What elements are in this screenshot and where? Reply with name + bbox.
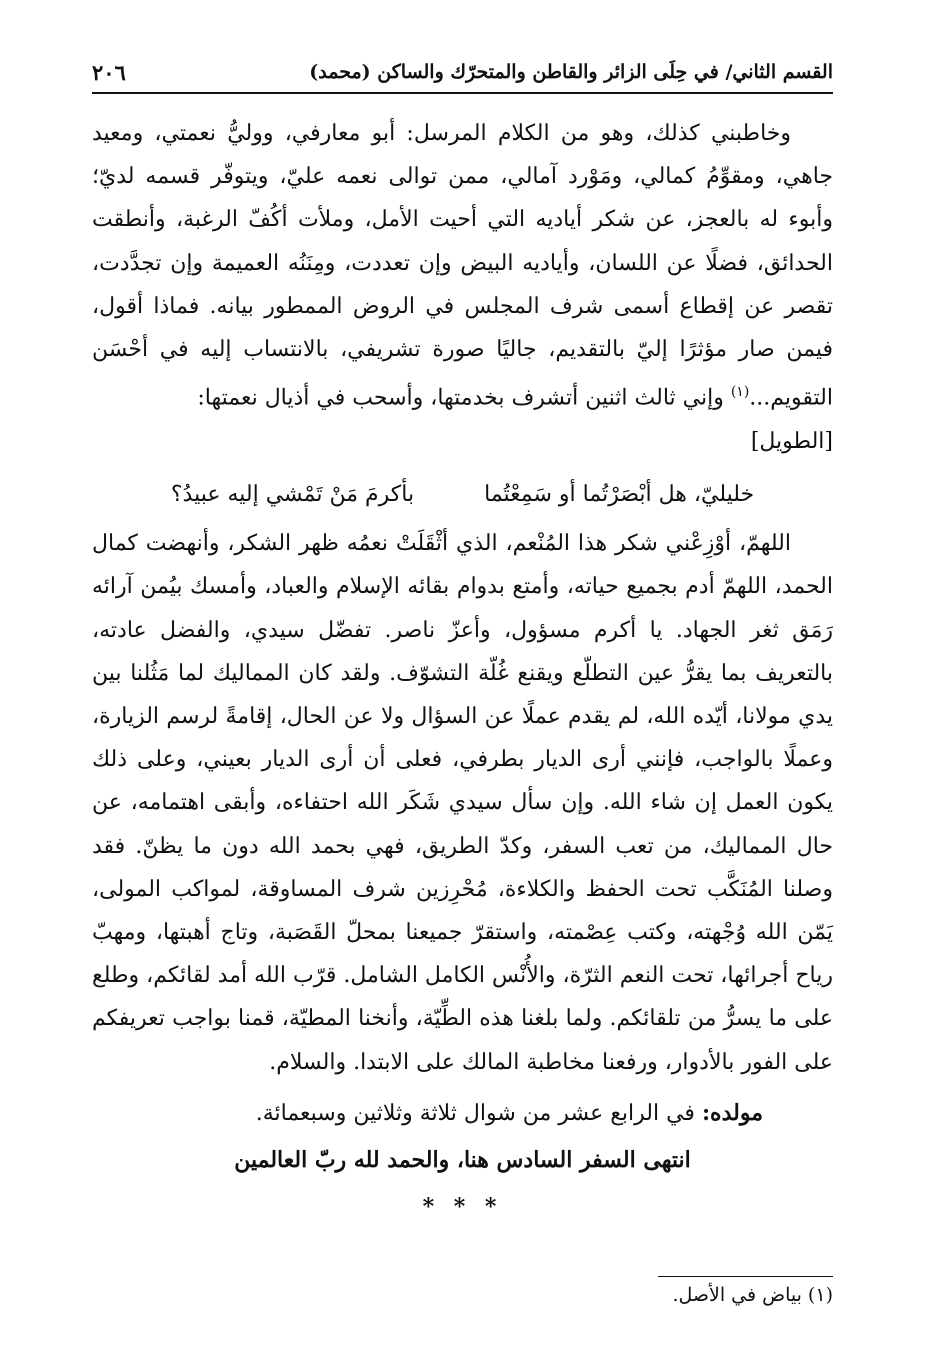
paragraph-1-text: وخاطبني كذلك، وهو من الكلام المرسل: أبو معارفي، ووليُّ نعمتي، ومعيد جاهي، ومقوِّمُ كمالي، ومَوْرد آمالي، ممن توالى نعمه عليّ، ويتوفّر قسمه لديّ؛ وأبوء له بالعجز، عن شكر أياديه التي أحيت الأمل، وملأت أكُفّ الرغبة، وأنطقت الحدائق، فضلًا عن اللسان، وأياديه البيض وإن تعددت، ومِنَنُه العميمة وإن تجدَّدت، تقصر عن إقطاع أسمى شرف المجلس في الروض الممطور بيانه. فماذا أقول، فيمن صار مؤثرًا إليّ بالتقديم، جاليًا صورة تشريفي، بالانتساب إليه في أحْسَن التقويم...	[92, 121, 833, 411]
footnote: (١) بياض في الأصل.	[672, 1284, 833, 1306]
verse-second-hemistich: بأكرمَ مَنْ تَمْشي إليه عبيدُ؟	[170, 481, 415, 507]
section-separator-stars: * * *	[422, 1194, 503, 1221]
poetry-verse	[92, 473, 833, 516]
main-text	[92, 112, 833, 1229]
birth-line	[92, 1092, 833, 1135]
paragraph-2: اللهمّ، أوْزِعْني شكر هذا المُنْعم، الذي أثْقَلَتْ نعمُه ظهر الشكر، وأنهضت كمال الحمد، اللهمّ أدم بجميع حياته، وأمتع بدوام بقائه الإسلام والعباد، وأمسك بيُمن آرائه رَمَق ثغر الجهاد. يا أكرم مسؤول، وأعزّ ناصر. تفضّل سيدي، والفضل عادته، بالتعريف بما يقرُّ عين التطلّع ويقنع غُلّة التشوّف. ولقد كان المماليك لما مَثُلنا بين يدي مولانا، أيّده الله، لم يقدم عملًا عن السؤال ولا عن الحال، إقامةً لرسم الزيارة، وعملًا بالواجب، فإنني أرى الديار بطرفي، فعلى أن أرى الديار بعيني، وعلى ذلك يكون العمل إن شاء الله. وإن سأل سيدي شَكَر الله احتفاءه، وأبقى اهتمامه، عن حال المماليك، من تعب السفر، وكدّ الطريق، فهي بحمد الله دون ما يظنّ. فقد وصلنا المُنَكَّب تحت الحفظ والكلاءة، مُحْرِزين شرف المساوقة، لمواكب المولى، يَمّن الله وُجْهته، وكتب عِصْمته، واستقرّ جميعنا بمحلّ القَصَبة، وتاج أهبتها، ومهبّ رياح أجرائها، تحت النعم الثرّة، والأُنْس الكامل الشامل. قرّب الله أمد لقائكم، وطلع على ما يسرُّ من تلقائكم. ولما بلغنا هذه الطِّيّة، وأنخنا المطيّة، قمنا بواجب تعريفكم على الفور بالأدوار، ورفعنا مخاطبة المالك على الابتدا. والسلام.	[92, 531, 833, 1075]
running-title: القسم الثاني/ في حِلَى الزائر والقاطن والمتحرّك والساكن (محمد)	[309, 61, 833, 83]
paragraph-1-end: وإني ثالث اثنين أتشرف بخدمتها، وأسحب في أذيال نعمتها:	[197, 385, 731, 411]
footnote-divider	[658, 1276, 833, 1277]
running-header	[92, 52, 833, 94]
verse-first-hemistich: خليليّ، هل أبْصَرْتُما أو سَمِعْتُما	[484, 481, 755, 507]
birth-label: مولده:	[701, 1099, 763, 1126]
paragraph-1	[92, 112, 833, 420]
birth-text: في الرابع عشر من شوال ثلاثة وثلاثين وسبعمائة.	[255, 1100, 702, 1126]
page-number: ٢٠٦	[92, 59, 126, 85]
footnote-reference: (١)	[730, 384, 750, 401]
meter-label: [الطويل]	[750, 428, 833, 454]
colophon: انتهى السفر السادس هنا، والحمد لله ربّ العالمين	[234, 1147, 691, 1173]
